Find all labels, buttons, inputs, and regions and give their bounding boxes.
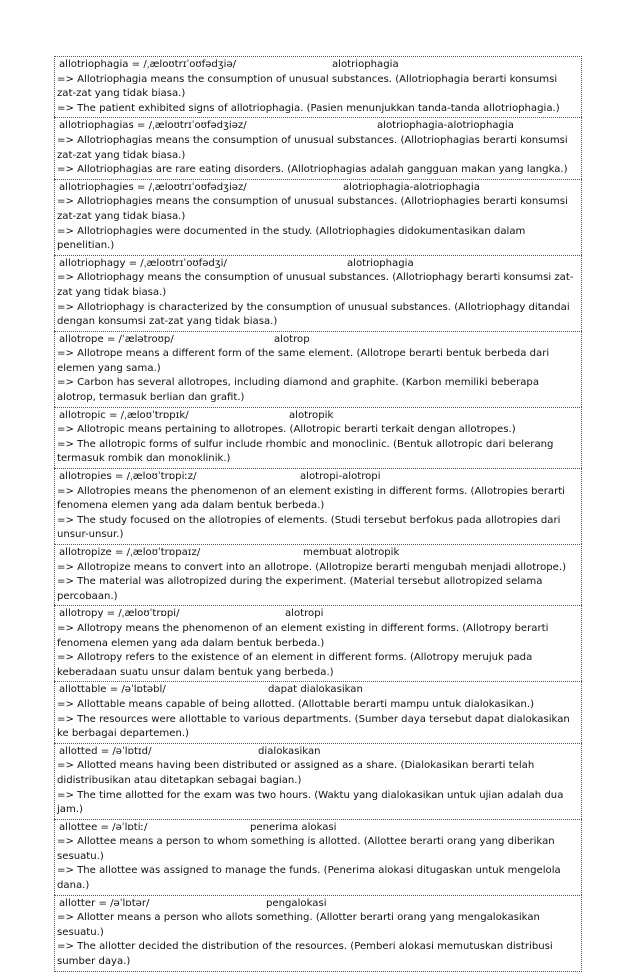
entry-example-line: => The resources were allottable to various departments. (Sumber daya tersebut dapat dialokasikan ke berbagai departemen.): [57, 713, 570, 740]
entry-example-line: => Allotriophagias are rare eating disorders. (Allotriophagias adalah gangguan makan yang langka.): [57, 164, 568, 176]
entry-example-line: => The patient exhibited signs of allotriophagia. (Pasien menunjukkan tanda-tanda allotriophagia.): [57, 102, 560, 114]
dictionary-entry: [54, 605, 582, 681]
dictionary-table: [54, 56, 582, 972]
entry-example-line: => Carbon has several allotropes, including diamond and graphite. (Karbon memiliki beberapa alotrop, termasuk berlian dan grafit.): [57, 377, 540, 404]
entry-example-line: => Allotriophagia means the consumption of unusual substances. (Allotriophagia berarti konsumsi zat-zat yang tidak biasa.): [57, 73, 558, 100]
dictionary-entry: [54, 743, 582, 819]
entry-term: allotriophagia = /ˌæloʊtrɪˈoʊfədʒiə/: [59, 59, 237, 70]
entry-example-line: => Allotriophagias means the consumption of unusual substances. (Allotriophagias berarti konsumsi zat-zat yang tidak biasa.): [57, 134, 568, 161]
entry-example-line: => Allotropic means pertaining to allotropes. (Allotropic berarti terkait dengan allotropes.): [57, 424, 516, 436]
entry-header: [57, 181, 579, 196]
entry-example-line: => Allotriophagy means the consumption of unusual substances. (Allotriophagy berarti konsumsi zat-zat yang tidak biasa.): [57, 272, 574, 298]
entry-term: allottee = /əˈlɒtiː/: [59, 821, 148, 833]
entry-example-line: => Allottee means a person to whom something is allotted. (Allottee berarti orang yang diberikan sesuatu.): [57, 836, 555, 862]
entry-translation: alotriophagia: [332, 59, 399, 70]
entry-example-line: => The time allotted for the exam was two hours. (Waktu yang dialokasikan untuk ujian adalah dua jam.): [57, 789, 564, 816]
entry-translation: alotriophagia-alotriophagia: [343, 181, 480, 193]
entry-example-line: => Allotrope means a different form of the same element. (Allotrope berarti bentuk berbeda dari elemen yang sama.): [57, 348, 550, 374]
entry-translation: penerima alokasi: [250, 821, 337, 833]
entry-header: [57, 546, 579, 561]
entry-translation: pengalokasi: [266, 897, 327, 909]
entry-term: allotter = /əˈlɒtər/: [59, 897, 150, 909]
entry-example-line: => Allotriophagies means the consumption of unusual substances. (Allotriophagies berarti konsumsi zat-zat yang tidak biasa.): [57, 196, 568, 222]
entry-header: [57, 333, 579, 348]
entry-header: [57, 119, 579, 134]
entry-term: allottable = /əˈlɒtəbl/: [59, 684, 166, 696]
dictionary-entry: [54, 468, 582, 544]
dictionary-entry: [54, 544, 582, 605]
entry-term: allotropy = /ˌæloʊˈtrɒpi/: [59, 608, 180, 620]
entry-example-line: => Allotter means a person who allots something. (Allotter berarti orang yang mengalokasikan sesuatu.): [57, 912, 540, 938]
entry-term: allotropize = /ˌæloʊˈtrɒpaɪz/: [59, 547, 201, 558]
dictionary-entry: [54, 331, 582, 407]
entry-term: allotropic = /ˌæloʊˈtrɒpɪk/: [59, 409, 189, 421]
entry-translation: membuat alotropik: [303, 547, 400, 558]
entry-term: allotrope = /ˈælətroʊp/: [59, 333, 174, 345]
entry-header: [57, 683, 579, 698]
entry-term: allotted = /əˈlɒtɪd/: [59, 745, 152, 757]
entry-example-line: => Allotriophagy is characterized by the consumption of unusual substances. (Allotriophagy ditandai dengan konsumsi zat-zat yang tidak biasa.): [57, 301, 570, 328]
entry-example-line: => Allotropies means the phenomenon of an element existing in different forms. (Allotropies berarti fenomena elemen yang ada dalam bentuk berbeda.): [57, 485, 565, 512]
entry-example-line: => The study focused on the allotropies of elements. (Studi tersebut berfokus pada allotropies dari unsur-unsur.): [57, 514, 561, 541]
entry-translation: dapat dialokasikan: [268, 684, 363, 696]
entry-example-line: => The allotropic forms of sulfur include rhombic and monoclinic. (Bentuk allotropic dari belerang termasuk rombik dan monoklinik.): [57, 438, 554, 465]
entry-translation: alotropik: [289, 409, 334, 421]
dictionary-entry: [54, 895, 582, 972]
entry-example-line: => The allotter decided the distribution of the resources. (Pemberi alokasi memutuskan distribusi sumber daya.): [57, 941, 553, 968]
entry-term: allotriophagies = /ˌæloʊtrɪˈoʊfədʒiəz/: [59, 181, 247, 193]
entry-example-line: => Allotropy refers to the existence of an element in different forms. (Allotropy merujuk pada keberadaan suatu unsur dalam bentuk yang berbeda.): [57, 652, 533, 678]
entry-example-line: => Allotted means having been distributed or assigned as a share. (Dialokasikan berarti telah didistribusikan atau ditetapkan sebagai bagian.): [57, 760, 535, 786]
entry-header: [57, 409, 579, 424]
dictionary-entry: [54, 255, 582, 331]
entry-example-line: => Allottable means capable of being allotted. (Allottable berarti mampu untuk dialokasikan.): [57, 698, 535, 710]
entry-header: [57, 821, 579, 836]
entry-example-line: => Allotriophagies were documented in the study. (Allotriophagies didokumentasikan dalam penelitian.): [57, 225, 526, 252]
entry-example-line: => The allottee was assigned to manage the funds. (Penerima alokasi ditugaskan untuk mengelola dana.): [57, 865, 561, 892]
entry-header: [57, 470, 579, 485]
entry-header: [57, 58, 579, 73]
entry-example-line: => The material was allotropized during the experiment. (Material tersebut allotropized selama percobaan.): [57, 576, 543, 602]
entry-translation: alotropi: [285, 608, 324, 620]
dictionary-entry: [54, 407, 582, 468]
entry-header: [57, 257, 579, 272]
entry-translation: alotriophagia-alotriophagia: [377, 120, 514, 132]
entry-term: allotriophagias = /ˌæloʊtrɪˈoʊfədʒiəz/: [59, 120, 247, 132]
dictionary-entry: [54, 179, 582, 255]
entry-header: [57, 607, 579, 622]
entry-term: allotropies = /ˌæloʊˈtrɒpiːz/: [59, 471, 197, 483]
entry-example-line: => Allotropize means to convert into an allotrope. (Allotropize berarti mengubah menjadi allotrope.): [57, 561, 567, 573]
entry-translation: alotropi-alotropi: [300, 471, 381, 483]
dictionary-entry: [54, 56, 582, 117]
entry-translation: alotriophagia: [347, 257, 414, 269]
entry-translation: dialokasikan: [258, 745, 321, 757]
dictionary-entry: [54, 117, 582, 178]
entry-example-line: => Allotropy means the phenomenon of an element existing in different forms. (Allotropy berarti fenomena elemen yang ada dalam bentuk berbeda.): [57, 622, 549, 649]
entry-header: [57, 745, 579, 760]
entry-header: [57, 897, 579, 912]
entry-translation: alotrop: [274, 333, 310, 345]
entry-term: allotriophagy = /ˌæloʊtrɪˈoʊfədʒi/: [59, 257, 227, 269]
dictionary-entry: [54, 819, 582, 895]
dictionary-entry: [54, 681, 582, 742]
